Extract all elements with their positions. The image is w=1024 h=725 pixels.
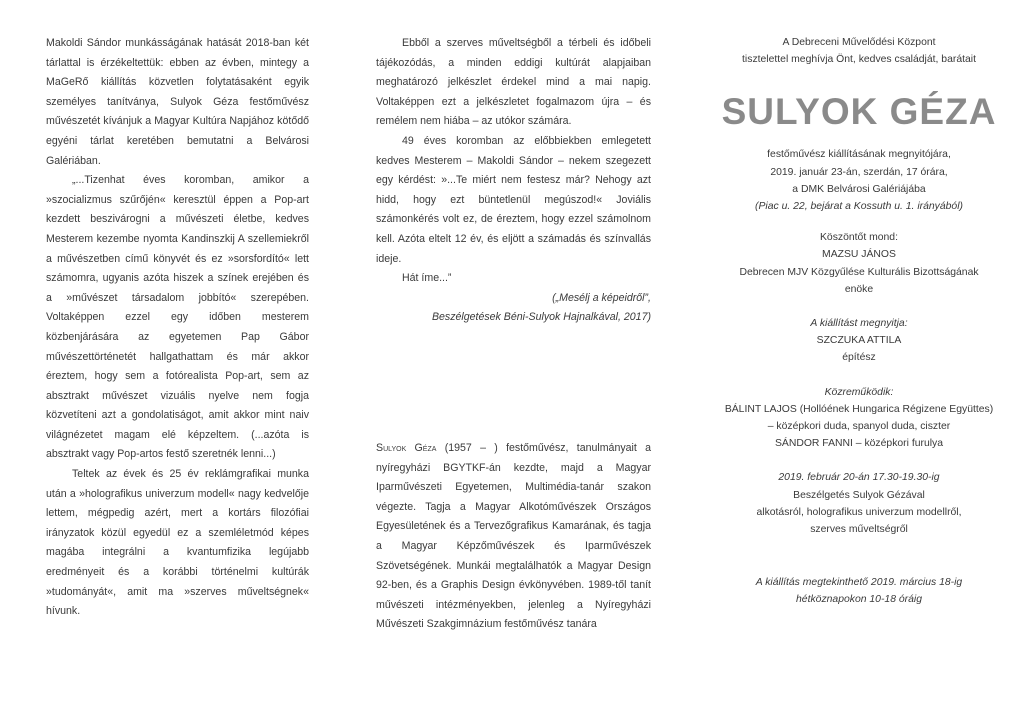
greeting-role-1: Debrecen MJV Közgyűlése Kulturális Bizottságának bbox=[739, 266, 979, 278]
cultivation-paragraph: Ebből a szerves műveltségből a térbeli és időbeli tájékozódás, a minden eddigi kultúrát alapjaiban meghatározó jelkészlet érdekel mind a mai napig. Voltaképpen ezt a jelkészletet fogalmazom újra – és remélem nem hiába – az utókor számára. bbox=[376, 37, 651, 128]
artist-bio bbox=[376, 439, 651, 635]
left-column bbox=[46, 34, 309, 622]
citation-line-2: Beszélgetések Béni-Sulyok Hajnalkával, 2017) bbox=[431, 311, 651, 324]
bio-artist-name: Sulyok Géza bbox=[376, 442, 437, 454]
performer-1-line-1: BÁLINT LAJOS (Hollóének Hungarica Régizene Együttes) bbox=[724, 403, 994, 415]
quote-paragraph: „...Tizenhat éves koromban, amikor a »szocializmus szűrőjén« keresztül éppen a Pop-art kezdett beszivárogni a művészeti életbe, kedves Mesterem kezembe nyomta Kandinszkij A szellemiekről a művészetben című könyvét és ez »sorsfordító« lett számomra, ugyanis azóta hiszek a színek erejében és a »művészet társadalom jobbító« szerepében. Voltaképpen ezzel egy időben mesterem közbenjárására az egyetemen Pap Gábor művészettörténetét hallgathattam és már akkor éreztem, hogy sem a fotórealista Pop-art, sem az absztrakt művészet vizuális nyelve nem fogja közvetíteni azt a gondolatiságot, amit akkor mint naiv világnézetet magam elé képzeltem. (...azóta is absztrakt vagy Pop-artos festő szeretnék lenni...) bbox=[46, 174, 309, 461]
viewing-line-2: hétköznapokon 10-18 óráig bbox=[796, 594, 922, 606]
opening-role: építész bbox=[842, 352, 876, 364]
opening-name: SZCZUKA ATTILA bbox=[816, 335, 902, 347]
event-address: (Piac u. 22, bejárat a Kossuth u. 1. irányából) bbox=[755, 201, 963, 213]
greeting-name: MAZSU JÁNOS bbox=[822, 249, 896, 261]
holographic-paragraph: Teltek az évek és 25 év reklámgrafikai munka után a »holografikus univerzum modell« nagy kedvelője lettem, mégpedig azért, mert a kortárs filozófiai irányzatok közül egyedül ez a szemléletmód képes magába integrálni a kvantumfizika legújabb eredményeit és a korábbi történelmi kultúrák »tudományát«, amit ma »szerves műveltségnek« hívunk. bbox=[46, 468, 309, 618]
middle-column bbox=[376, 34, 651, 631]
artist-title: SULYOK GÉZA bbox=[721, 91, 997, 133]
performers-label: Közreműködik: bbox=[824, 386, 894, 398]
greeting-role-2: enöke bbox=[844, 283, 874, 295]
opening-label: A kiállítást megnyitja: bbox=[810, 318, 908, 330]
talk-line-1: Beszélgetés Sulyok Gézával bbox=[793, 489, 925, 501]
event-line-3: a DMK Belvárosi Galériájába bbox=[792, 183, 926, 195]
intro-paragraph: Makoldi Sándor munkásságának hatását 2018-ban két tárlattal is érzékeltettük: ebben az évben, mintegy a MaGeRő kiállítás közvetlen folytatásaként egyik személyes tanítványa, Sulyok Géza festőművész művészetét kívánjuk a Magyar Kultúra Napjához kötődő egyéni tárlat keretében bemutatni a Belvárosi Galériában. bbox=[46, 37, 309, 167]
citation-line-1: („Mesélj a képeidről”, bbox=[552, 291, 651, 304]
invitation-column bbox=[700, 34, 1018, 609]
performer-2: SÁNDOR FANNI – középkori furulya bbox=[774, 438, 944, 450]
host-line-2: tisztelettel meghívja Önt, kedves családját, barátait bbox=[742, 54, 976, 66]
viewing-line-1: A kiállítás megtekinthető 2019. március 18-ig bbox=[755, 577, 963, 589]
event-line-2: 2019. január 23-án, szerdán, 17 órára, bbox=[770, 166, 948, 178]
bio-text: (1957 – ) festőművész, tanulmányait a nyíregyházi BGYTKF-án kezdte, majd a Magyar Iparművészeti Egyetemen, Multimédia-tanár szakon végezte. Tagja a Magyar Alkotóművészek Országos Egyesületének és a Tervezőgrafikus Kamarának, és tagja a Magyar Képzőművészek és Iparművészek Szövetségének. Munkái megtalálhatók a Magyar Design 92-ben, és a Graphis Design évkönyvében. 1989-től tanít művészeti intézményekben, jelenleg a Nyíregyházi Művészeti Szakgimnázium festőművész tanára bbox=[376, 442, 651, 631]
talk-line-3: szerves műveltségről bbox=[810, 524, 908, 536]
greeting-label: Köszöntőt mond: bbox=[820, 232, 898, 244]
master-question-paragraph: 49 éves koromban az előbbiekben emlegetett kedves Mesterem – Makoldi Sándor – nekem szegezett egy kérdést: »...Te miért nem festesz már? Nehogy azt hidd, hogy ezt büntetlenül megúszod!« Joviális számonkérés volt ez, de éreztem, hogy ezzel számolnom kell. Azóta eltelt 12 év, és eljött a számadás és színvallás ideje. bbox=[376, 134, 651, 265]
closing-quote: Hát íme...” bbox=[402, 272, 452, 285]
talk-line-2: alkotásról, holografikus univerzum modellről, bbox=[756, 506, 962, 518]
host-line-1: A Debreceni Művelődési Központ bbox=[782, 37, 936, 48]
talk-date: 2019. február 20-án 17.30-19.30-ig bbox=[778, 472, 940, 484]
event-line-1: festőművész kiállításának megnyitójára, bbox=[767, 149, 951, 161]
performer-1-line-2: – középkori duda, spanyol duda, ciszter bbox=[767, 421, 951, 433]
